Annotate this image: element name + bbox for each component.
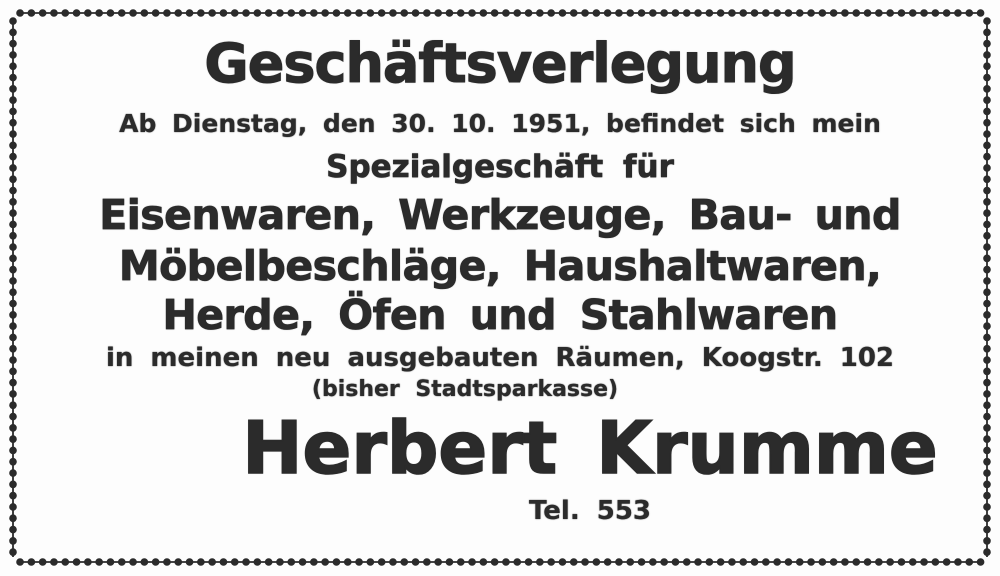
ad-former-tenant-line: (bisher Stadtsparkasse) [311, 377, 619, 402]
ad-phone-number: Tel. 553 [528, 496, 652, 526]
ad-subheadline: Spezialgeschäft für [326, 149, 674, 185]
ad-location-line: in meinen neu ausgebauten Räumen, Koogstr. 102 [105, 343, 895, 373]
ad-owner-name: Herbert Krumme [242, 406, 938, 490]
ad-products-line-2: Möbelbeschläge, Haushaltwaren, [118, 242, 882, 290]
ad-headline: Geschäftsverlegung [204, 32, 796, 95]
ad-products-line-1: Eisenwaren, Werkzeuge, Bau- und [99, 191, 901, 239]
ad-products-line-3: Herde, Öfen und Stahlwaren [162, 291, 838, 339]
ad-intro-line: Ab Dienstag, den 30. 10. 1951, befindet sich mein [119, 109, 881, 138]
